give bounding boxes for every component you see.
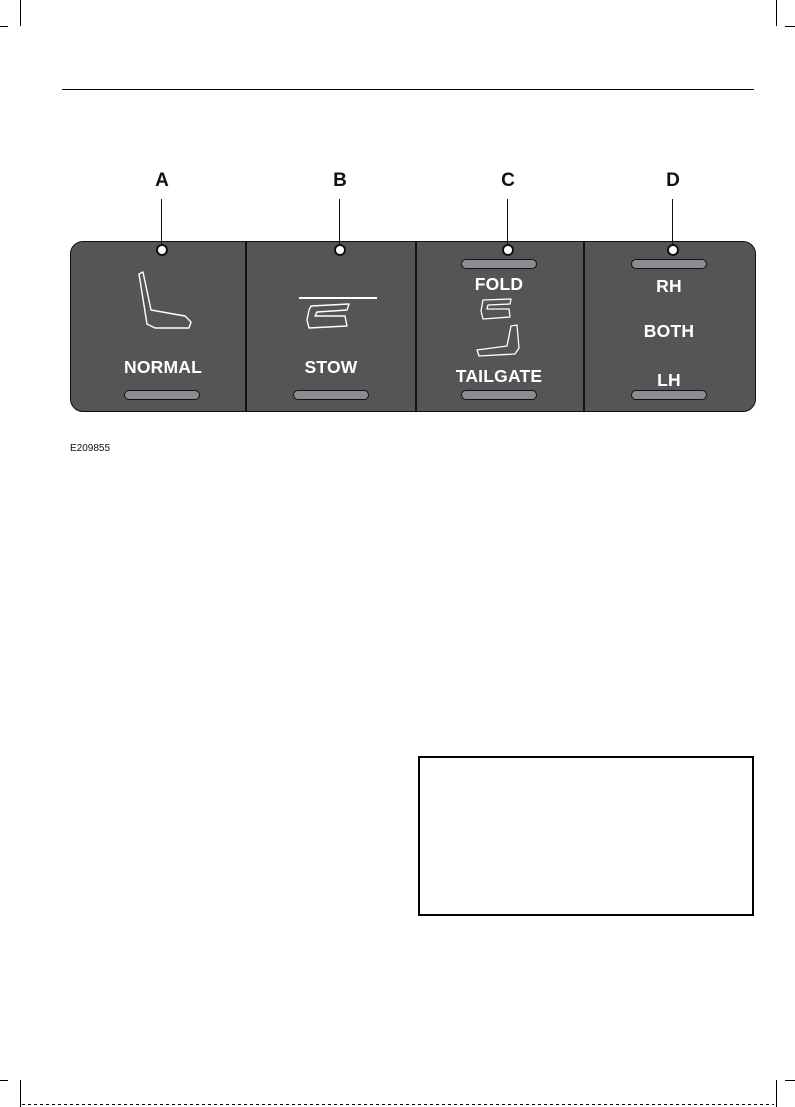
fold-label: FOLD xyxy=(474,274,524,294)
panel-divider xyxy=(415,242,417,411)
normal-label: NORMAL xyxy=(124,357,202,377)
rh-indicator xyxy=(631,259,707,269)
callout-a: A xyxy=(155,170,169,191)
crop-mark-top-left xyxy=(0,26,8,27)
callout-dot-b xyxy=(334,244,346,256)
fold-indicator xyxy=(461,259,537,269)
callout-dot-d xyxy=(667,244,679,256)
lh-label: LH xyxy=(657,370,681,390)
crop-mark-top-right xyxy=(776,0,777,26)
callout-d: D xyxy=(666,170,680,191)
seat-control-panel xyxy=(70,241,756,412)
leader-line-a xyxy=(161,199,162,249)
both-label: BOTH xyxy=(643,321,695,341)
seat-stowed-icon xyxy=(303,302,353,332)
callout-b: B xyxy=(333,170,347,191)
stow-floor-line xyxy=(299,297,377,299)
tailgate-label: TAILGATE xyxy=(455,366,543,386)
crop-mark-top-right xyxy=(785,26,795,27)
crop-mark-bottom-left xyxy=(20,1080,21,1107)
stow-label: STOW xyxy=(304,357,358,377)
callout-c: C xyxy=(501,170,515,191)
rh-label: RH xyxy=(656,276,682,296)
figure-id: E209855 xyxy=(70,443,111,454)
note-box xyxy=(418,756,754,916)
crop-mark-bottom-left xyxy=(0,1080,8,1081)
leader-line-b xyxy=(339,199,340,249)
seat-folded-icon xyxy=(479,297,515,323)
crop-mark-bottom-right xyxy=(785,1080,795,1081)
callout-dot-a xyxy=(156,244,168,256)
seat-upright-icon xyxy=(133,270,197,334)
crop-mark-bottom-right xyxy=(776,1080,777,1107)
callout-dot-c xyxy=(502,244,514,256)
panel-divider xyxy=(583,242,585,411)
lh-indicator xyxy=(631,390,707,400)
crop-mark-top-left xyxy=(20,0,21,26)
tailgate-indicator xyxy=(461,390,537,400)
leader-line-c xyxy=(507,199,508,249)
normal-indicator xyxy=(124,390,200,400)
leader-line-d xyxy=(672,199,673,249)
panel-divider xyxy=(245,242,247,411)
bottom-dotted-rule xyxy=(22,1104,774,1105)
stow-indicator xyxy=(293,390,369,400)
header-rule xyxy=(62,89,754,90)
seat-upright-icon xyxy=(475,324,523,358)
